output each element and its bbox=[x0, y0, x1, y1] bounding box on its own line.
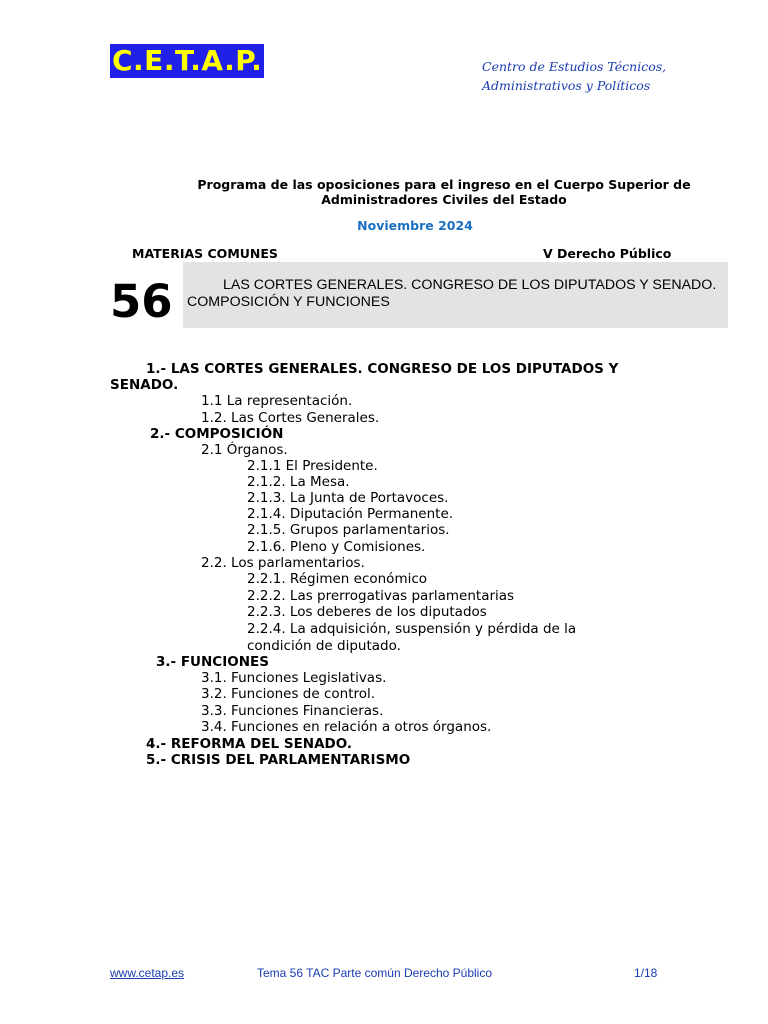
outline-subitem: 2.2.4. La adquisición, suspensión y pérdida de la bbox=[247, 621, 577, 637]
website-link[interactable]: www.cetap.es bbox=[110, 966, 185, 980]
outline-subitem: 2.2.3. Los deberes de los diputados bbox=[247, 604, 487, 620]
outline-item: 1.2. Las Cortes Generales. bbox=[201, 410, 380, 426]
outline-section-2: 2.- COMPOSICIÓN bbox=[150, 426, 284, 442]
outline-subitem-cont: condición de diputado. bbox=[247, 638, 401, 654]
topic-number: 56 bbox=[110, 275, 173, 328]
org-name-line1: Centro de Estudios Técnicos, bbox=[482, 59, 667, 74]
outline-item: 3.1. Funciones Legislativas. bbox=[201, 670, 387, 686]
outline-item: 2.2. Los parlamentarios. bbox=[201, 555, 365, 571]
footer-topic: Tema 56 TAC Parte común Derecho Público bbox=[257, 966, 493, 980]
outline-section-1: 1.- LAS CORTES GENERALES. CONGRESO DE LOS DIPUTADOS Y bbox=[146, 361, 619, 377]
subject-category: MATERIAS COMUNES bbox=[132, 246, 278, 261]
outline-subitem: 2.2.2. Las prerrogativas parlamentarias bbox=[247, 588, 515, 604]
topic-title-line1: LAS CORTES GENERALES. CONGRESO DE LOS DIPUTADOS Y SENADO. bbox=[223, 277, 717, 293]
org-name-line2: Administrativos y Políticos bbox=[482, 78, 651, 93]
outline-subitem: 2.2.1. Régimen económico bbox=[247, 571, 428, 587]
outline-item: 3.3. Funciones Financieras. bbox=[201, 703, 384, 719]
program-date: Noviembre 2024 bbox=[357, 218, 473, 233]
program-title-line2: Administradores Civiles del Estado bbox=[321, 192, 567, 207]
subject-area: V Derecho Público bbox=[543, 246, 672, 261]
page-number: 1/18 bbox=[634, 966, 658, 980]
outline-item: 3.2. Funciones de control. bbox=[201, 686, 376, 702]
outline-section-4: 4.- REFORMA DEL SENADO. bbox=[146, 736, 353, 752]
outline-subitem: 2.1.2. La Mesa. bbox=[247, 474, 350, 490]
outline-subitem: 2.1.3. La Junta de Portavoces. bbox=[247, 490, 449, 506]
outline-subitem: 2.1.6. Pleno y Comisiones. bbox=[247, 539, 426, 555]
cetap-logo: C.E.T.A.P. bbox=[112, 44, 263, 77]
outline-item: 3.4. Funciones en relación a otros órganos. bbox=[201, 719, 492, 735]
program-title-line1: Programa de las oposiciones para el ingreso en el Cuerpo Superior de bbox=[197, 177, 691, 192]
outline-section-5: 5.- CRISIS DEL PARLAMENTARISMO bbox=[146, 752, 411, 768]
outline-section-3: 3.- FUNCIONES bbox=[156, 654, 269, 670]
outline-subitem: 2.1.4. Diputación Permanente. bbox=[247, 506, 454, 522]
outline-item: 1.1 La representación. bbox=[201, 393, 353, 409]
outline-subitem: 2.1.1 El Presidente. bbox=[247, 458, 378, 474]
outline-subitem: 2.1.5. Grupos parlamentarios. bbox=[247, 522, 450, 538]
outline-section-1-cont: SENADO. bbox=[110, 377, 179, 393]
outline-item: 2.1 Órganos. bbox=[201, 442, 288, 458]
topic-title-line2: COMPOSICIÓN Y FUNCIONES bbox=[187, 294, 390, 310]
